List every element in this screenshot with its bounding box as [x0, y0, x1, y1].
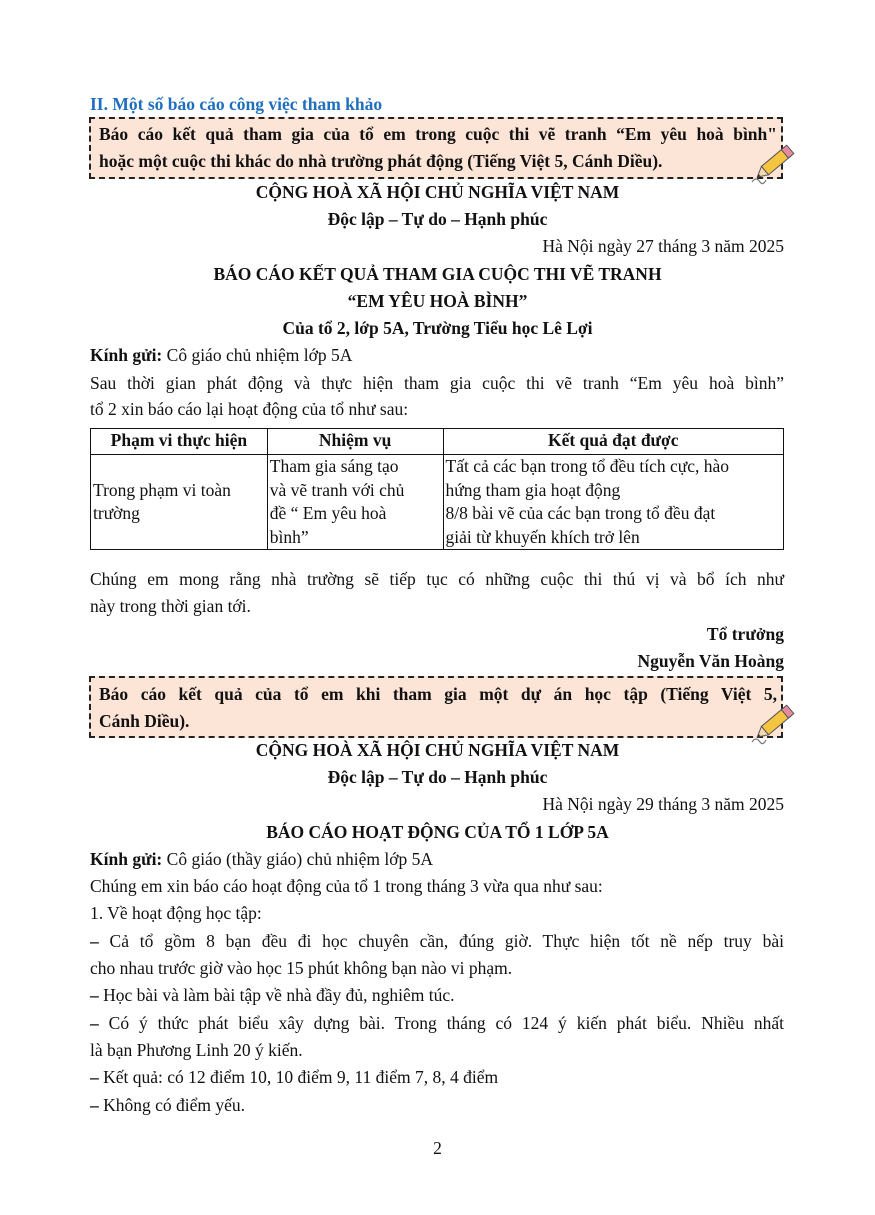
task-box-2-line-1: Báo cáo kết quả của tổ em khi tham gia một dự án học tập (Tiếng Việt 5, — [99, 684, 777, 704]
list-item — [90, 1011, 784, 1035]
motto-1: CỘNG HOÀ XÃ HỘI CHỦ NGHĨA VIỆT NAM — [255, 740, 620, 760]
list-item — [90, 983, 454, 1007]
list-item — [90, 1065, 498, 1089]
signature-name: Nguyễn Văn Hoàng — [637, 651, 784, 671]
task-box-1-line-2: hoặc một cuộc thi khác do nhà trường phát động (Tiếng Việt 5, Cánh Diều). — [99, 151, 663, 171]
list-item — [90, 929, 784, 953]
motto-1: CỘNG HOÀ XÃ HỘI CHỦ NGHĨA VIỆT NAM — [255, 182, 620, 202]
task-line: bình” — [269, 526, 309, 547]
table-row — [91, 455, 784, 550]
list-item — [90, 1093, 245, 1117]
motto-2: Độc lập – Tự do – Hạnh phúc — [327, 767, 548, 787]
header-scope: Phạm vi thực hiện — [91, 429, 268, 455]
report-2-recipient — [90, 847, 433, 871]
report-1-intro-line-2: tổ 2 xin báo cáo lại hoạt động của tổ như sau: — [90, 399, 409, 419]
result-line: 8/8 bài vẽ của các bạn trong tổ đều đạt — [445, 503, 716, 523]
list-item-text: Kết quả: có 12 điểm 10, 10 điểm 9, 11 điểm 7, 8, 4 điểm — [98, 1067, 499, 1087]
cell-result — [443, 455, 783, 550]
dash-bullet: – — [90, 1067, 99, 1087]
task-box-1-line-1: Báo cáo kết quả tham gia của tổ em trong cuộc thi vẽ tranh “Em yêu hoà bình" — [99, 124, 777, 144]
recipient-label: Kính gửi: — [90, 345, 163, 365]
scope-line: Trong phạm vi toàn — [93, 479, 231, 500]
report-1-intro-line-1: Sau thời gian phát động và thực hiện tham gia cuộc thi vẽ tranh “Em yêu hoà bình” — [90, 373, 784, 393]
task-box-1 — [89, 117, 783, 179]
report-2-heading-1: 1. Về hoạt động học tập: — [90, 903, 262, 923]
report-1-subtitle: Của tổ 2, lớp 5A, Trường Tiểu học Lê Lợi — [282, 318, 593, 338]
list-item-text: Không có điểm yếu. — [98, 1095, 246, 1115]
report-1-title-line-1: BÁO CÁO KẾT QUẢ THAM GIA CUỘC THI VẼ TRANH — [213, 264, 662, 284]
scope-line: trường — [93, 503, 140, 523]
list-item-text: Học bài và làm bài tập về nhà đầy đủ, nghiêm túc. — [98, 985, 455, 1005]
table-header-row — [91, 429, 784, 455]
result-line: giải từ khuyến khích trở lên — [445, 526, 640, 547]
results-table — [90, 428, 784, 550]
task-line: đề “ Em yêu hoà — [269, 503, 387, 523]
result-line: hứng tham gia hoạt động — [445, 479, 621, 500]
task-box-2-line-2: Cánh Diều). — [99, 711, 190, 731]
task-line: và vẽ tranh với chủ — [269, 479, 405, 500]
dash-bullet: – — [90, 985, 99, 1005]
report-2-title: BÁO CÁO HOẠT ĐỘNG CỦA TỔ 1 LỚP 5A — [266, 822, 609, 842]
task-box-2 — [89, 676, 783, 738]
report-1-title-line-2: “EM YÊU HOÀ BÌNH” — [347, 291, 528, 311]
header-result: Kết quả đạt được — [443, 429, 783, 455]
section-title: II. Một số báo cáo công việc tham khảo — [90, 94, 383, 114]
cell-scope — [91, 455, 268, 550]
report-2-intro: Chúng em xin báo cáo hoạt động của tổ 1 trong tháng 3 vừa qua như sau: — [90, 876, 603, 896]
header-task: Nhiệm vụ — [267, 429, 443, 455]
dash-bullet: – — [90, 1013, 99, 1033]
report-1-closing-line-2: này trong thời gian tới. — [90, 596, 251, 616]
report-2-date: Hà Nội ngày 29 tháng 3 năm 2025 — [542, 794, 784, 814]
recipient-value: Cô giáo (thầy giáo) chủ nhiệm lớp 5A — [162, 849, 433, 869]
result-line: Tất cả các bạn trong tổ đều tích cực, hào — [445, 456, 730, 476]
recipient-label: Kính gửi: — [90, 849, 163, 869]
dash-bullet: – — [90, 1095, 99, 1115]
list-item-text: Có ý thức phát biểu xây dựng bài. Trong tháng có 124 ý kiến phát biểu. Nhiều nhất — [98, 1013, 784, 1033]
recipient-value: Cô giáo chủ nhiệm lớp 5A — [162, 345, 353, 365]
list-item-continuation: cho nhau trước giờ vào học 15 phút không bạn nào vi phạm. — [90, 958, 513, 978]
report-1-date: Hà Nội ngày 27 tháng 3 năm 2025 — [542, 236, 784, 256]
cell-task — [267, 455, 443, 550]
motto-2: Độc lập – Tự do – Hạnh phúc — [327, 209, 548, 229]
list-item-continuation: là bạn Phương Linh 20 ý kiến. — [90, 1040, 303, 1060]
dash-bullet: – — [90, 931, 99, 951]
page-number: 2 — [433, 1138, 442, 1158]
report-1-closing-line-1: Chúng em mong rằng nhà trường sẽ tiếp tục có những cuộc thi thú vị và bổ ích như — [90, 569, 784, 589]
report-1-recipient — [90, 343, 352, 367]
task-line: Tham gia sáng tạo — [269, 456, 399, 476]
list-item-text: Cả tổ gồm 8 bạn đều đi học chuyên cần, đúng giờ. Thực hiện tốt nề nếp truy bài — [98, 931, 784, 951]
signature-role: Tổ trưởng — [706, 624, 784, 644]
